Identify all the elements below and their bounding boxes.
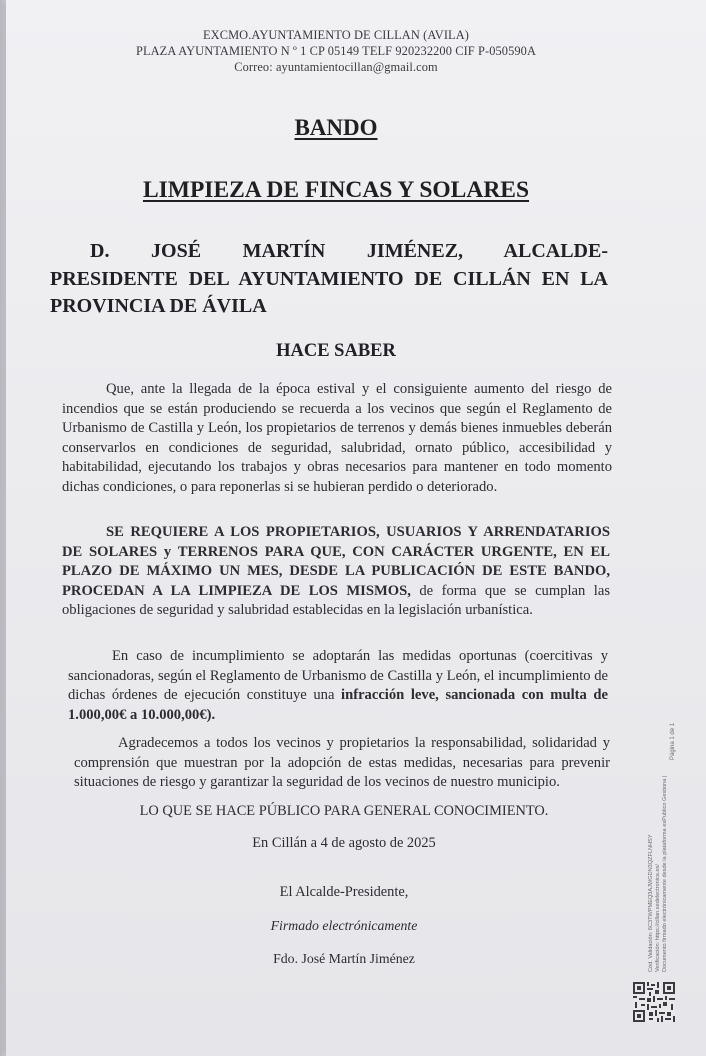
paragraph-intro: [62, 380, 612, 497]
letterhead: [6, 27, 666, 75]
verification-url: Verificación: https://cillan.sedelectronica.es/: [655, 864, 661, 972]
hace-saber-heading: HACE SABER: [276, 341, 396, 361]
page-number: Página 1 de 1: [670, 722, 676, 760]
bando-document: [6, 0, 706, 1056]
letterhead-name: EXCMO.AYUNTAMIENTO DE CILLAN (AVILA): [202, 28, 469, 42]
signer-title: El Alcalde-Presidente,: [279, 884, 409, 900]
verification-code: Cód. Validación: 6C3TWPMEQ3AJWGDN3QZFLNHSY: [648, 834, 654, 972]
mayor-heading-rest: PRESIDENTE DEL AYUNTAMIENTO DE CILLÁN EN LA PROVINCIA DE ÁVILA: [50, 267, 608, 317]
paragraph-thanks-text: Agradecemos a todos los vecinos y propietarios la responsabilidad, solidaridad y comprensión que muestran por la adopción de estas medidas, necesarias para prevenir situaciones de riesgo y garantizar la seguridad de los vecinos de nuestro municipio.: [74, 735, 610, 790]
sanctions-bold-text: infracción leve, sancionada con multa de 1.000,00€ a 10.000,00€).: [68, 687, 608, 723]
letterhead-address: PLAZA AYUNTAMIENTO N º 1 CP 05149 TELF 920232200 CIF P-050590A: [135, 44, 537, 58]
date-line: En Cillán a 4 de agosto de 2025: [252, 835, 436, 851]
document-subject: LIMPIEZA DE FINCAS Y SOLARES: [142, 177, 530, 203]
paragraph-thanks: [74, 734, 610, 793]
document-title: BANDO: [294, 115, 378, 140]
signer-name: Fdo. José Martín Jiménez: [273, 951, 415, 966]
mayor-heading: [50, 238, 608, 321]
signature-electronic: Firmado electrónicamente: [270, 918, 418, 933]
letterhead-email: Correo: ayuntamientocillan@gmail.com: [234, 60, 438, 74]
verification-vertical-text: [648, 652, 669, 972]
paragraph-requirement: [62, 523, 610, 621]
public-notice-line: LO QUE SE HACE PÚBLICO PARA GENERAL CONOCIMIENTO.: [139, 803, 549, 819]
paragraph-sanctions: [68, 647, 608, 725]
verification-qr-code-icon: [633, 982, 675, 1022]
sanctions-normal-text: En caso de incumplimiento se adoptarán las medidas oportunas (coercitivas y sancionadoras, según el Reglamento de Urbanismo de Castilla y León, el incumplimiento de dichas órdenes de ejecución constituye una: [68, 648, 608, 703]
verification-platform: Documento firmado electrónicamente desde la plataforma esPublico Gestiona |: [662, 775, 668, 972]
requirement-bold-text: SE REQUIERE A LOS PROPIETARIOS, USUARIOS Y ARRENDATARIOS DE SOLARES y TERRENOS PARA QUE, CON CARÁCTER URGENTE, EN EL PLAZO DE MÁXIMO UN MES, DESDE LA PUBLICACIÓN DE ESTE BANDO, PROCEDAN A LA LIMPIEZA DE LOS MISMOS,: [62, 524, 610, 599]
paragraph-intro-text: Que, ante la llegada de la época estival y el consiguiente aumento del riesgo de incendios que se están produciendo se recuerda a los vecinos que según el Reglamento de Urbanismo de Castilla y León, los propietarios de terrenos y demás bienes inmuebles deberán conservarlos en condiciones de seguridad, salubridad, ornato público, accesibilidad y habitabilidad, ejecutando los trabajos y obras necesarios para mantener en todo momento dichas condiciones, o para reponerlas si se hubieran perdido o deteriorado.: [62, 381, 612, 495]
requirement-normal-text: de forma que se cumplan las obligaciones de seguridad y salubridad establecidas en la legislación urbanística.: [62, 582, 611, 618]
mayor-heading-line1: D. JOSÉ MARTÍN JIMÉNEZ, ALCALDE-: [90, 240, 608, 262]
